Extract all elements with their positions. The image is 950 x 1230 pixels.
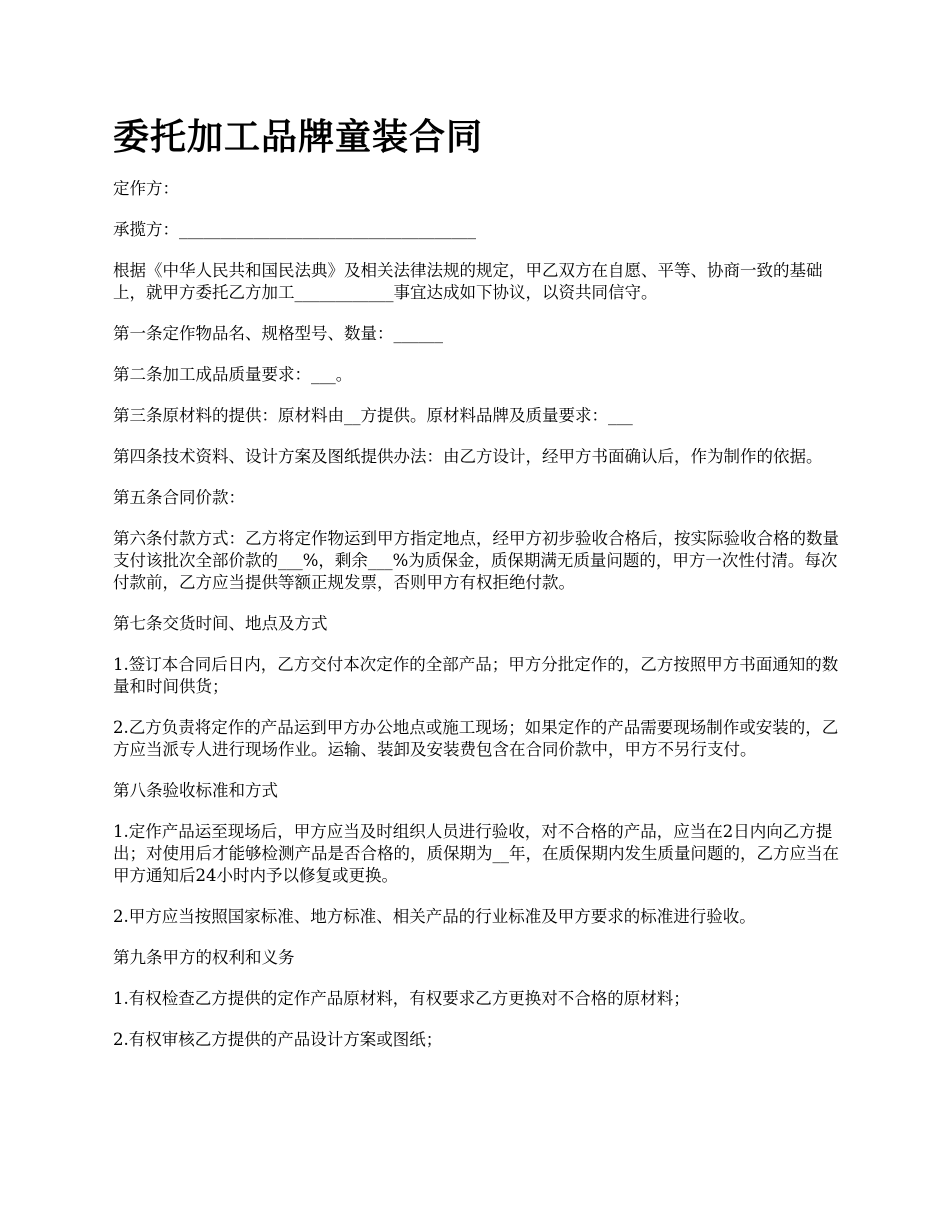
clause-article-9-heading: 第九条甲方的权利和义务 <box>113 948 295 967</box>
clause-article-5: 第五条合同价款： <box>113 488 245 507</box>
clause-article-3: 第三条原材料的提供：原材料由__方提供。原材料品牌及质量要求：___ <box>113 406 633 425</box>
document-title: 委托加工品牌童装合同 <box>113 116 484 158</box>
clause-article-8-item-2: 2.甲方应当按照国家标准、地方标准、相关产品的行业标准及甲方要求的标准进行验收。 <box>113 907 756 926</box>
clause-preamble: 根据《中华人民共和国民法典》及相关法律法规的规定，甲乙双方在自愿、平等、协商一致的基础上，就甲方委托乙方加工____________事宜达成如下协议，以资共同信守。 <box>113 261 823 302</box>
clause-article-4: 第四条技术资料、设计方案及图纸提供办法：由乙方设计，经甲方书面确认后，作为制作的依据。 <box>113 447 823 466</box>
clause-contractor: 承揽方：____________________________________ <box>113 220 476 239</box>
clause-article-2: 第二条加工成品质量要求：___。 <box>113 365 353 384</box>
clause-article-6: 第六条付款方式：乙方将定作物运到甲方指定地点，经甲方初步验收合格后，按实际验收合格的数量支付该批次全部价款的___%，剩余___%为质保金，质保期满无质量问题的，甲方一次性付清。每次付款前，乙方应当提供等额正规发票，否则甲方有权拒绝付款。 <box>113 529 839 592</box>
clause-article-7-item-1: 1.签订本合同后日内，乙方交付本次定作的全部产品；甲方分批定作的，乙方按照甲方书面通知的数量和时间供货； <box>113 655 839 696</box>
clause-article-1: 第一条定作物品名、规格型号、数量：______ <box>113 324 443 343</box>
clause-article-7-item-2: 2.乙方负责将定作的产品运到甲方办公地点或施工现场；如果定作的产品需要现场制作或安装的，乙方应当派专人进行现场作业。运输、装卸及安装费包含在合同价款中，甲方不另行支付。 <box>113 718 839 759</box>
clause-article-8-item-1: 1.定作产品运至现场后，甲方应当及时组织人员进行验收，对不合格的产品，应当在2日内向乙方提出；对使用后才能够检测产品是否合格的，质保期为__年，在质保期内发生质量问题的，乙方应当在甲方通知后24小时内予以修复或更换。 <box>113 822 839 885</box>
clause-article-9-item-1: 1.有权检查乙方提供的定作产品原材料，有权要求乙方更换对不合格的原材料； <box>113 989 690 1008</box>
clause-article-8-heading: 第八条验收标准和方式 <box>113 781 278 800</box>
clause-client: 定作方： <box>113 179 179 198</box>
clause-article-7-heading: 第七条交货时间、地点及方式 <box>113 614 328 633</box>
document-page <box>113 108 843 1070</box>
clause-article-9-item-2: 2.有权审核乙方提供的产品设计方案或图纸； <box>113 1030 443 1049</box>
